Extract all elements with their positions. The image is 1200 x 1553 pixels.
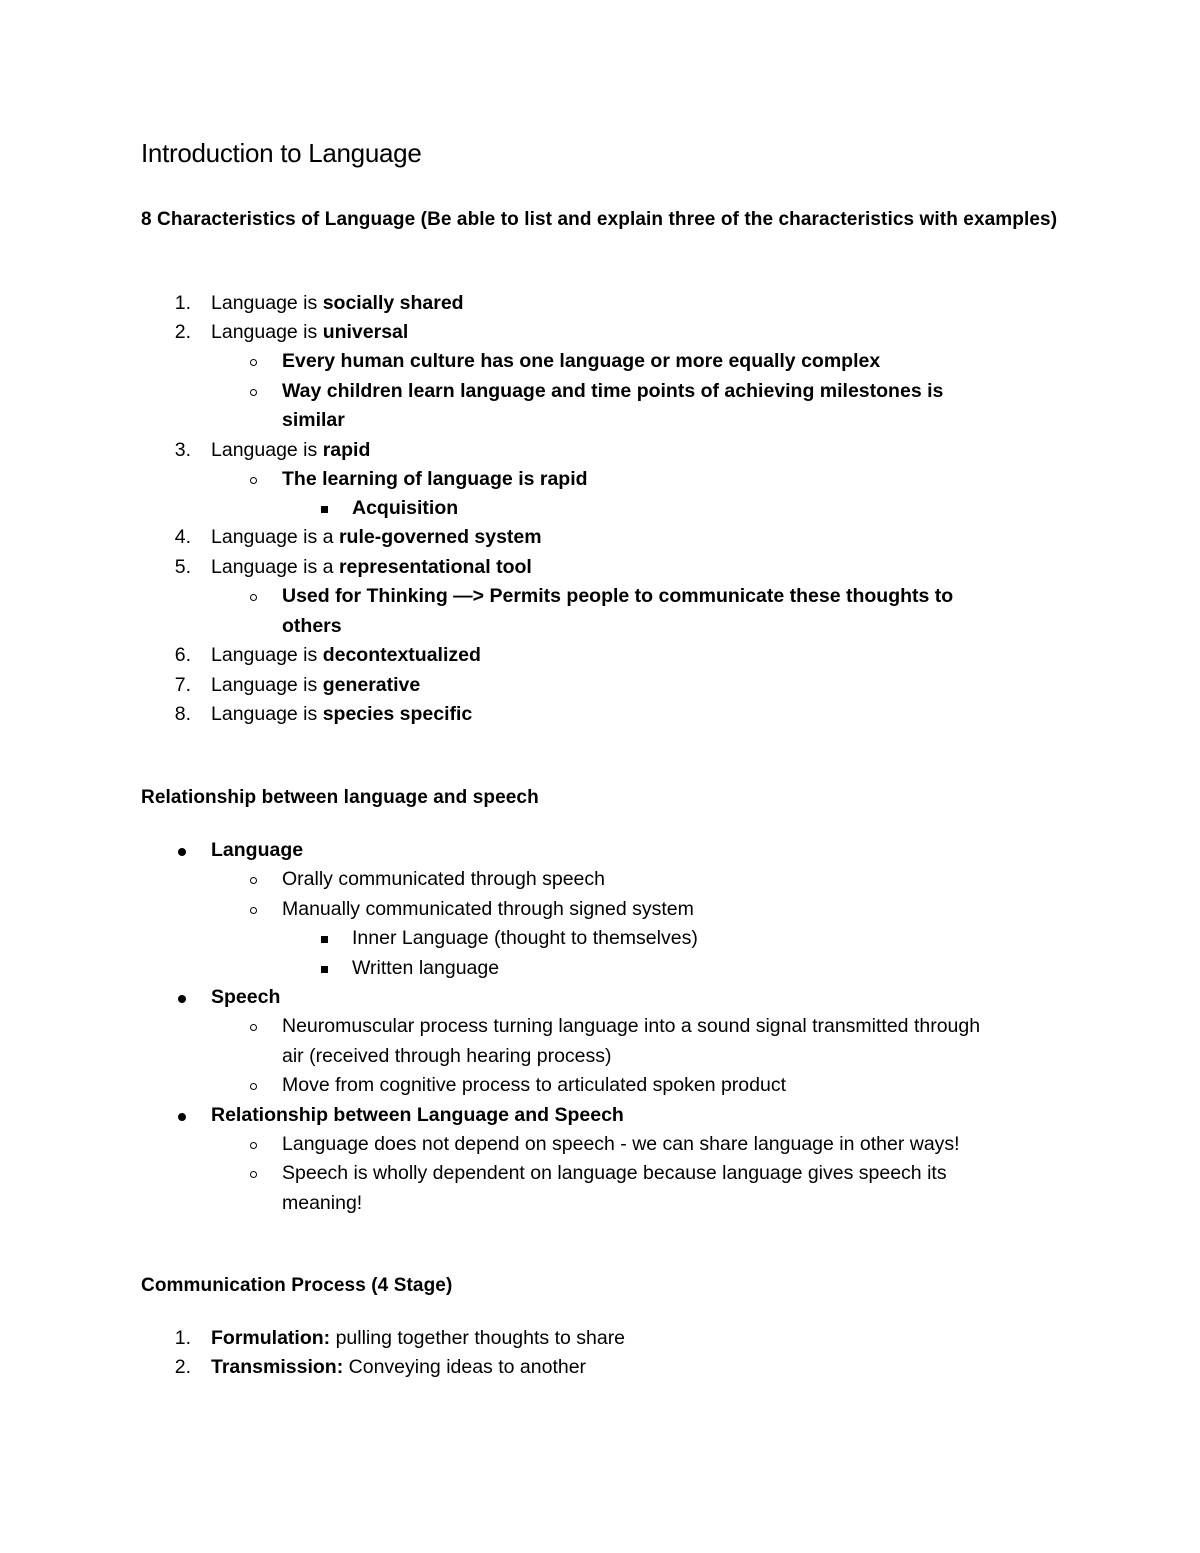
square-bullet-icon xyxy=(321,506,328,513)
section-heading-characteristics: 8 Characteristics of Language (Be able to list and explain three of the characteristics with examples) xyxy=(141,209,1058,230)
square-bullet-icon xyxy=(321,936,328,943)
page-title: Introduction to Language xyxy=(141,138,422,168)
circle-bullet-icon xyxy=(250,359,257,366)
disc-bullet-icon xyxy=(178,848,186,856)
circle-bullet-icon xyxy=(250,907,257,914)
circle-bullet-icon xyxy=(250,877,257,884)
circle-bullet-icon xyxy=(250,1024,257,1031)
circle-bullet-icon xyxy=(250,1171,257,1178)
circle-bullet-icon xyxy=(250,389,257,396)
circle-bullet-icon xyxy=(250,1083,257,1090)
circle-bullet-icon xyxy=(250,1142,257,1149)
section-heading-communication: Communication Process (4 Stage) xyxy=(141,1275,453,1296)
square-bullet-icon xyxy=(321,966,328,973)
circle-bullet-icon xyxy=(250,594,257,601)
disc-bullet-icon xyxy=(178,1113,186,1121)
disc-bullet-icon xyxy=(178,995,186,1003)
section-heading-relationship: Relationship between language and speech xyxy=(141,787,539,808)
circle-bullet-icon xyxy=(250,477,257,484)
